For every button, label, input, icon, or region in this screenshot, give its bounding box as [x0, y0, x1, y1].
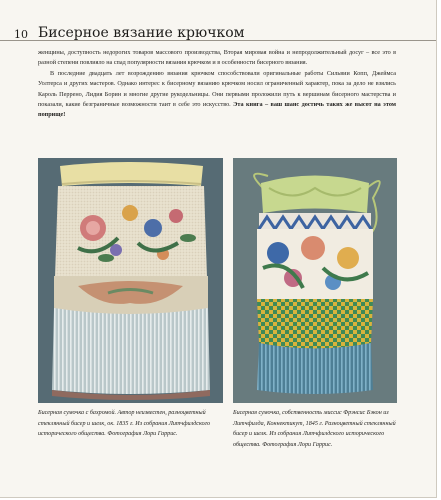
- photo-drawstring-purse: [233, 158, 397, 403]
- header-rule: [0, 40, 436, 41]
- caption-right: Бисерная сумочка, собственность миссис Фрэнсис Бэкон из Литчфилда, Коннектикут, 1845 г. Разноцветный стеклянный бисер и шелк. Из собрания Литчфилдского исторического общества. Фотография Лори Гаррис.: [233, 410, 396, 448]
- paragraph-2-text: В последние двадцать лет возрождению вязания крючком способствовали оригинальные работы Сильвии Копп, Джеймса Уолтерса и других мастеров. Однако интерес к бисерному вязанию крючком носил ограниченный характер, пока за дело не взялись Кароль Перрено, Лидия Борин и многие другие рукодельницы. Они первыми проложили путь к вершинам бисерного мастерства и показали, какие безграничные возможности таит в себе это искусство.: [38, 69, 396, 109]
- photo-fringed-purse: [38, 158, 223, 403]
- fringed-purse-image: [38, 158, 223, 403]
- body-text: [38, 48, 396, 121]
- paragraph-2: [38, 69, 396, 121]
- running-head: Бисерное вязание крючком: [38, 25, 245, 41]
- caption-left: Бисерная сумочка с бахромой. Автор неизвестен, разноцветный стеклянный бисер и шелк, ок. 1835 г. Из собрания Литчфилдского исторического общества. Фотография Лори Гаррис.: [38, 410, 211, 438]
- page-number: 10: [14, 28, 28, 41]
- paragraph-2-bold: Эта книга – ваш шанс достичь таких же высот на этом поприще!: [38, 101, 397, 119]
- paragraph-1: женщины, доступность недорогих товаров массового производства, Вторая мировая война и непродолжительный досуг – все это в разной степени повлияло на спад популярности вязания крючком и в особенности бисерного вязания.: [38, 49, 396, 67]
- drawstring-purse-image: [233, 158, 397, 403]
